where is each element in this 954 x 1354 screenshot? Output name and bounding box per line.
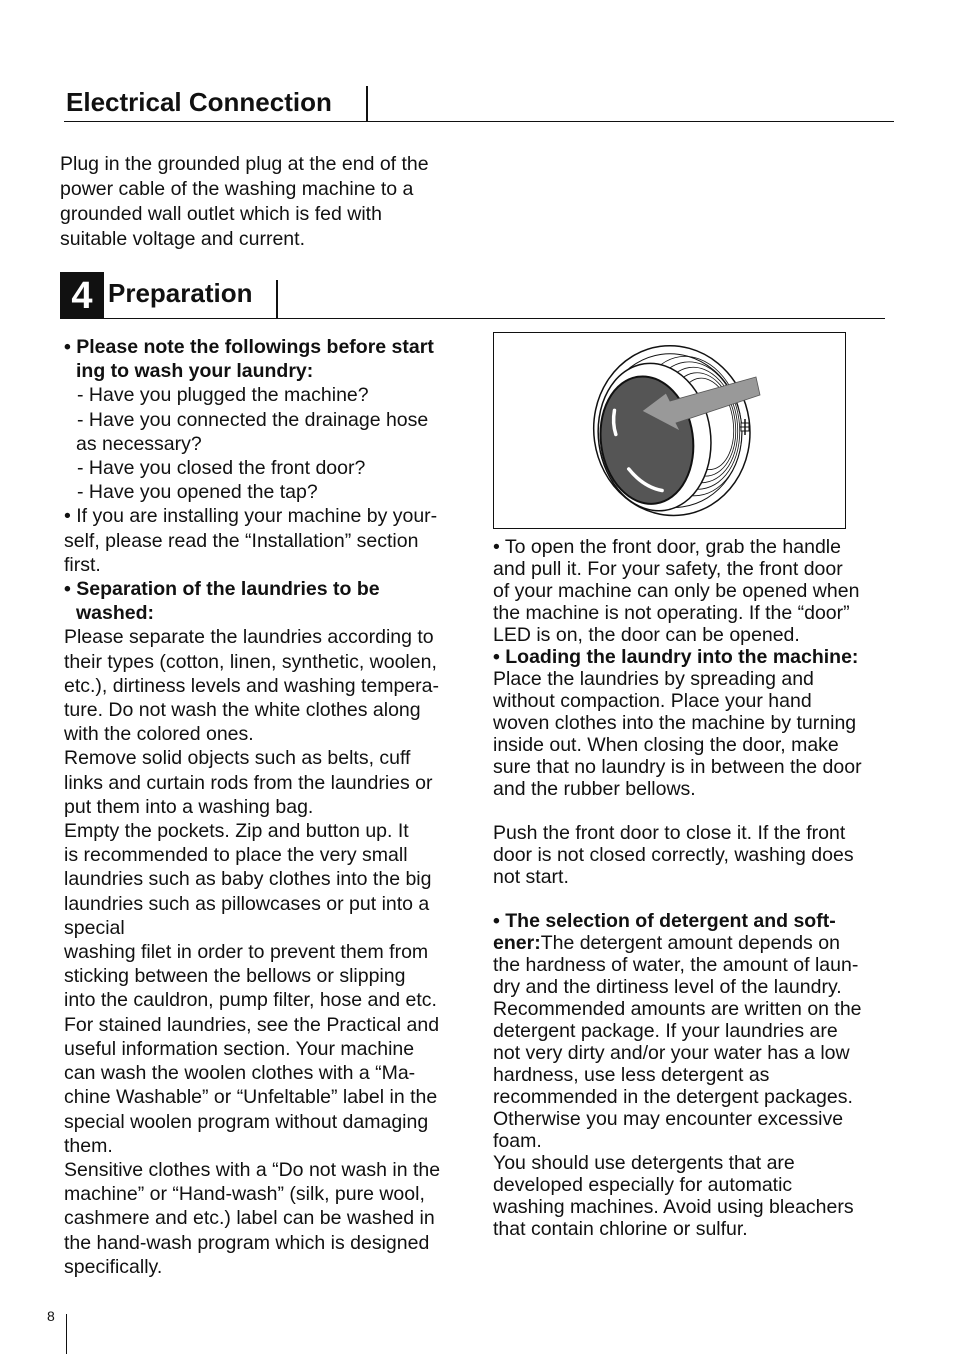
- left-column-line: washing filet in order to prevent them from: [64, 941, 429, 964]
- detergent-line: dry and the dirtiness level of the laundry.: [493, 976, 842, 998]
- left-column-line: their types (cotton, linen, synthetic, woolen,: [64, 650, 437, 673]
- left-column-line: Sensitive clothes with a “Do not wash in the: [64, 1158, 441, 1181]
- left-column-line: laundries such as pillowcases or put into a: [64, 892, 430, 915]
- loading-line: inside out. When closing the door, make: [493, 734, 839, 756]
- left-column-line: first.: [64, 553, 101, 576]
- left-column-line: • Please note the followings before start: [64, 336, 434, 358]
- preparation-left-column: [64, 335, 464, 1279]
- left-column-line: laundries such as baby clothes into the big: [64, 868, 432, 891]
- detergent-text: The detergent amount depends on: [540, 932, 840, 954]
- detergent-line: washing machines. Avoid using bleachers: [493, 1196, 854, 1218]
- left-column-line: special woolen program without damaging: [64, 1110, 429, 1133]
- preparation-title: Preparation: [108, 278, 253, 308]
- left-column-line: • If you are installing your machine by your-: [64, 505, 438, 528]
- close-line: not start.: [493, 866, 569, 888]
- detergent-heading-cont: ener:: [493, 932, 541, 954]
- washing-machine-door-icon: [494, 333, 847, 530]
- left-column-line: - Have you connected the drainage hose: [77, 408, 429, 431]
- left-column-line: put them into a washing bag.: [64, 795, 314, 818]
- electrical-connection-body: [60, 152, 470, 252]
- body-line: grounded wall outlet which is fed with: [60, 203, 382, 225]
- page-number-divider: [66, 1314, 67, 1354]
- left-column-line: links and curtain rods from the laundries or: [64, 771, 433, 794]
- header-divider: [366, 86, 368, 121]
- left-column-line: into the cauldron, pump filter, hose and etc.: [64, 989, 437, 1012]
- left-column-line: special: [64, 916, 125, 939]
- detergent-line: foam.: [493, 1130, 542, 1152]
- left-column-line: chine Washable” or “Unfeltable” label in the: [64, 1086, 438, 1109]
- left-column-line: ture. Do not wash the white clothes along: [64, 699, 421, 722]
- left-column-line: specifically.: [64, 1255, 163, 1278]
- detergent-line: that contain chlorine or sulfur.: [493, 1218, 748, 1240]
- preparation-right-column: [493, 536, 888, 1240]
- detergent-line: Otherwise you may encounter excessive: [493, 1108, 844, 1130]
- detergent-first-line: [493, 932, 888, 954]
- header-divider: [276, 280, 278, 318]
- preparation-header: [60, 272, 885, 319]
- loading-line: sure that no laundry is in between the door: [493, 756, 862, 778]
- left-column-line: Remove solid objects such as belts, cuff: [64, 747, 411, 770]
- detergent-line: You should use detergents that are: [493, 1152, 795, 1174]
- loading-line: without compaction. Place your hand: [493, 690, 812, 712]
- electrical-connection-title: Electrical Connection: [66, 87, 332, 117]
- left-column-line: machine” or “Hand-wash” (silk, pure wool,: [64, 1183, 425, 1206]
- left-column-line: the hand-wash program which is designed: [64, 1231, 430, 1254]
- left-column-line: - Have you closed the front door?: [77, 457, 366, 480]
- detergent-line: the hardness of water, the amount of laun-: [493, 954, 859, 976]
- left-column-line: cashmere and etc.) label can be washed in: [64, 1207, 435, 1230]
- detergent-line: not very dirty and/or your water has a low: [493, 1042, 850, 1064]
- detergent-line: detergent package. If your laundries are: [493, 1020, 838, 1042]
- detergent-line: Recommended amounts are written on the: [493, 998, 862, 1020]
- body-line: Plug in the grounded plug at the end of the: [60, 153, 429, 175]
- page-number: 8: [47, 1308, 55, 1324]
- loading-line: and the rubber bellows.: [493, 778, 696, 800]
- close-line: Push the front door to close it. If the front: [493, 822, 846, 844]
- door-opening-illustration: [493, 332, 846, 529]
- left-column-line: them.: [64, 1134, 113, 1157]
- left-column-line: can wash the woolen clothes with a “Ma-: [64, 1062, 416, 1085]
- left-column-line: useful information section. Your machine: [64, 1037, 415, 1060]
- door-line: • To open the front door, grab the handle: [493, 536, 841, 558]
- left-column-line: with the colored ones.: [64, 723, 254, 746]
- door-line: the machine is not operating. If the “door”: [493, 602, 850, 624]
- left-column-line: - Have you plugged the machine?: [77, 384, 369, 407]
- loading-line: woven clothes into the machine by turning: [493, 712, 857, 734]
- door-line: of your machine can only be opened when: [493, 580, 860, 602]
- left-column-line: washed:: [76, 602, 155, 625]
- door-line: and pull it. For your safety, the front door: [493, 558, 843, 580]
- left-column-line: as necessary?: [76, 432, 202, 455]
- paragraph-gap: [493, 800, 888, 822]
- left-column-line: sticking between the bellows or slipping: [64, 965, 406, 988]
- close-line: door is not closed correctly, washing does: [493, 844, 854, 866]
- left-column-line: Please separate the laundries according to: [64, 626, 434, 649]
- left-column-line: - Have you opened the tap?: [77, 481, 318, 504]
- paragraph-gap: [493, 888, 888, 910]
- detergent-line: developed especially for automatic: [493, 1174, 793, 1196]
- left-column-line: self, please read the “Installation” section: [64, 529, 419, 552]
- left-column-line: etc.), dirtiness levels and washing tempera-: [64, 674, 440, 697]
- door-line: LED is on, the door can be opened.: [493, 624, 800, 646]
- detergent-line: recommended in the detergent packages.: [493, 1086, 853, 1108]
- detergent-heading: • The selection of detergent and soft-: [493, 910, 836, 932]
- left-column-line: For stained laundries, see the Practical and: [64, 1013, 440, 1036]
- body-line: power cable of the washing machine to a: [60, 178, 414, 200]
- electrical-connection-header: [64, 84, 894, 122]
- section-number-badge: 4: [60, 272, 104, 318]
- left-column-line: ing to wash your laundry:: [76, 360, 314, 383]
- left-column-line: is recommended to place the very small: [64, 844, 408, 867]
- loading-line: Place the laundries by spreading and: [493, 668, 814, 690]
- loading-heading: • Loading the laundry into the machine:: [493, 646, 859, 668]
- left-column-line: • Separation of the laundries to be: [64, 578, 380, 601]
- detergent-line: hardness, use less detergent as: [493, 1064, 770, 1086]
- left-column-line: Empty the pockets. Zip and button up. It: [64, 820, 409, 843]
- body-line: suitable voltage and current.: [60, 228, 305, 250]
